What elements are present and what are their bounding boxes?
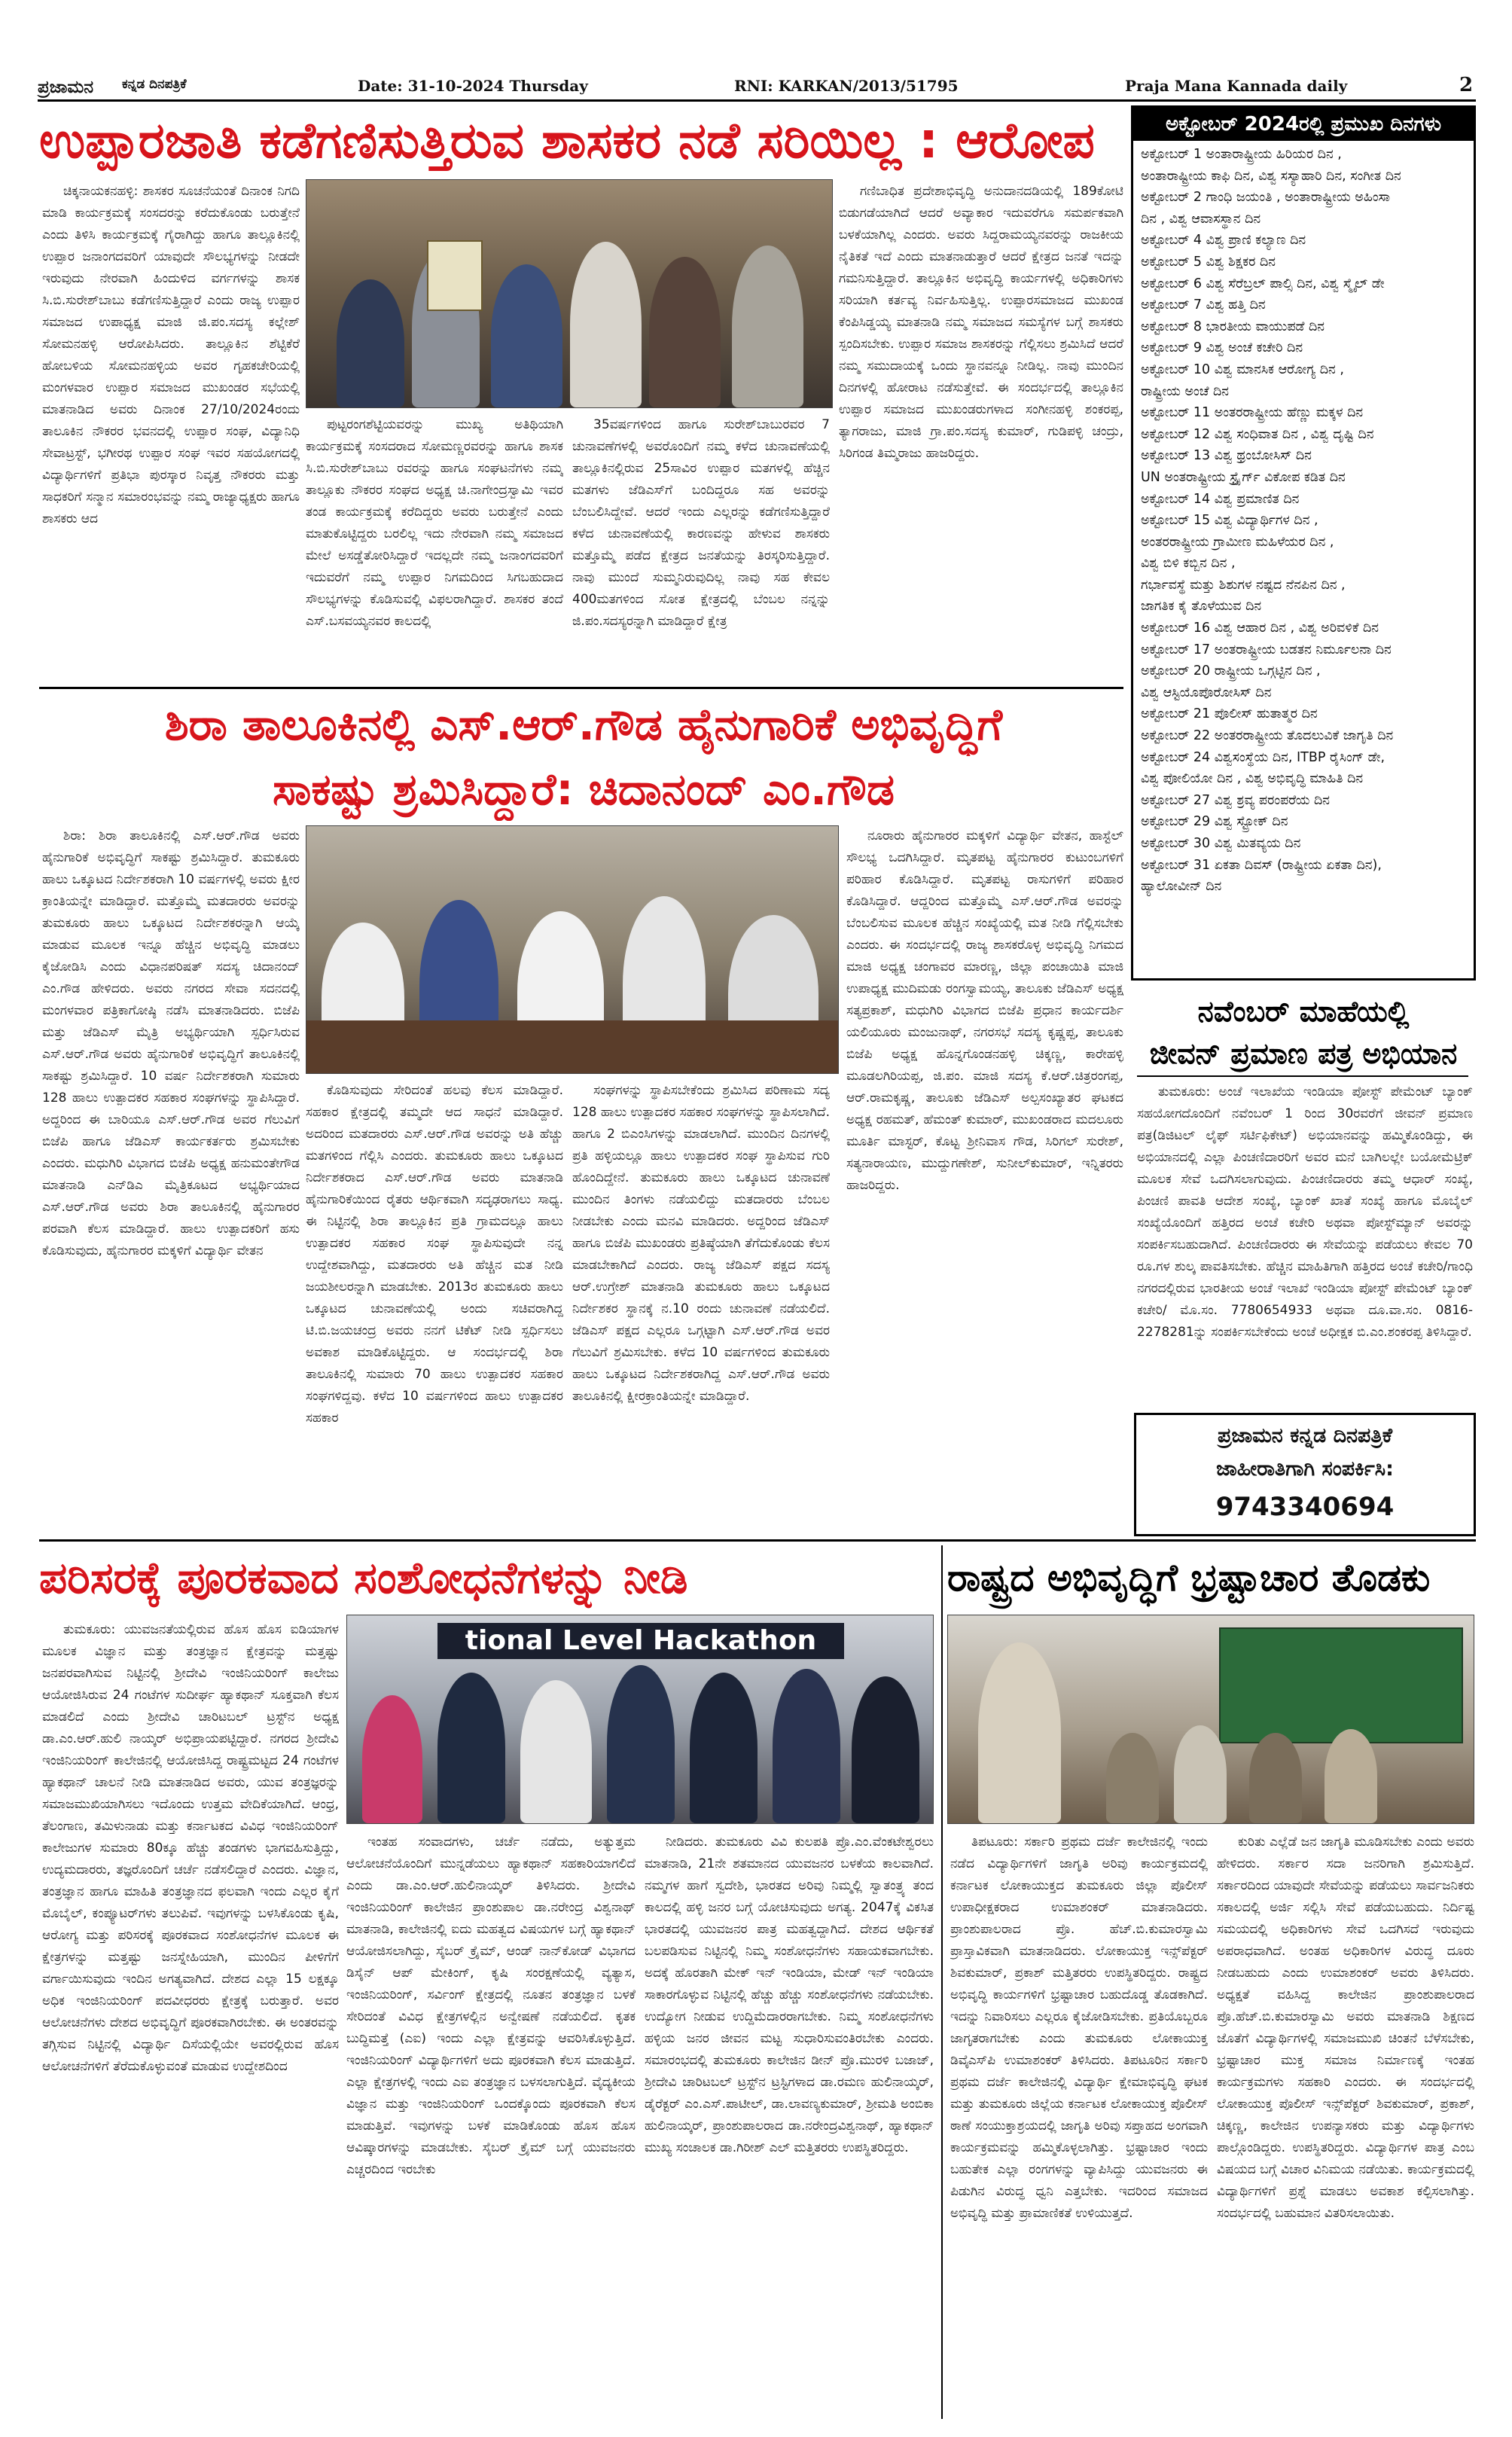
important-day-item: ಅಕ್ಟೋಬರ್ 14 ವಿಶ್ವ ಪ್ರಮಾಣಿತ ದಿನ [1141,491,1300,507]
divider [39,687,1123,689]
important-day-item: ಜಾಗತಿಕ ಕೈ ತೊಳೆಯುವ ದಿನ [1141,599,1262,615]
article2-column-1 [42,825,300,1503]
masthead-rule [38,99,1476,102]
issue-date: Date: 31-10-2024 Thursday [358,77,588,95]
award-certificate [427,240,483,311]
important-day-item: ಅಕ್ಟೋಬರ್ 6 ವಿಶ್ವ ಸೆರೆಬ್ರಲ್ ಪಾಲ್ಸಿ ದಿನ, ವಿಶ್ವ ಸ್ಮೈಲ್ ಡೇ [1141,276,1385,291]
article3-photo [346,1615,934,1824]
article1-headline: ಉಪ್ಪಾರಜಾತಿ ಕಡೆಗಣಿಸುತ್ತಿರುವ ಶಾಸಕರ ನಡೆ ಸರಿಯಿಲ್ಲ : ಆರೋಪ [39,111,1095,169]
important-day-item: ವಿಶ್ವ ಪೋಲಿಯೋ ದಿನ , ವಿಶ್ವ ಅಭಿವೃದ್ಧಿ ಮಾಹಿತಿ ದಿನ [1141,771,1364,787]
important-day-item: ಅಂತಾರಾಷ್ಟ್ರೀಯ ಕಾಫಿ ದಿನ, ವಿಶ್ವ ಸಸ್ಯಾಹಾರಿ ದಿನ, ಸಂಗೀತ ದಿನ [1141,168,1401,184]
article1-photo [306,179,833,408]
important-day-item: ಅಕ್ಟೋಬರ್ 4 ವಿಶ್ವ ಪ್ರಾಣಿ ಕಲ್ಯಾಣ ದಿನ [1141,233,1306,249]
article3-column-1 [42,1619,339,2417]
article1-text-3: 35ವರ್ಷಗಳಿಂದ ಹಾಗೂ ಸುರೇಶ್‌ಬಾಬುರವರ 7 ಚುನಾವಣೆಗಳಲ್ಲಿ ಅವರೊಂದಿಗೆ ನಮ್ಮ ಕಳೆದ ಚುನಾವಣೆಯಲ್ಲಿ ತಾಲ್ಲೂಕಿನಲ್ಲಿರುವ 25ಸಾವಿರ ಉಪ್ಪಾರ ಮತಗಳಲ್ಲಿ ಹೆಚ್ಚಿನ ಮತಗಳು ಜೆಡಿಎಸ್‌ಗೆ ಬಂದಿದ್ದರೂ ಸಹ ಅವರನ್ನು ಬೆಂಬಲಿಸಿದ್ದೇವೆ. ಆದರೆ ಇಂದು ಎಲ್ಲರನ್ನು ಕಡೆಗಣಿಸುತ್ತಿದ್ದಾರೆ ಕಳೆದ ಚುನಾವಣೆಯಲ್ಲಿ ಕಾರಣವನ್ನು ಹೇಳುವ ಶಾಸಕರು ಮತ್ತೊಮ್ಮೆ ಪಡೆದ ಕ್ಷೇತ್ರದ ಜನತೆಯನ್ನು ತಿರಸ್ಕರಿಸುತ್ತಿದ್ದಾರೆ. ನಾವು ಮುಂದೆ ಸುಮ್ಮನಿರುವುದಿಲ್ಲ ನಾವು ಸಹ ಕೇವಲ 400ಮತಗಳಿಂದ ಸೋತ ಕ್ಷೇತ್ರದಲ್ಲಿ ಬೆಂಬಲ ನನ್ನನ್ನು ಜಿ.ಪಂ.ಸದಸ್ಯರನ್ನಾಗಿ ಮಾಡಿದ್ದಾರೆ ಕ್ಷೇತ್ರ [572,417,830,629]
article4-headline: ರಾಷ್ಟ್ರದ ಅಭಿವೃದ್ಧಿಗೆ ಭ್ರಷ್ಟಾಚಾರ ತೊಡಕು [947,1556,1431,1600]
important-day-item: ಅಕ್ಟೋಬರ್ 11 ಅಂತರರಾಷ್ಟ್ರೀಯ ಹೆಣ್ಣು ಮಕ್ಕಳ ದಿನ [1141,405,1364,421]
article2-column-2 [306,1080,563,1503]
article1-text-4: ಗಣಿಬಾಧಿತ ಪ್ರದೇಶಾಭಿವೃದ್ಧಿ ಅನುದಾನದಡಿಯಲ್ಲಿ 189ಕೋಟಿ ಬಿಡುಗಡೆಯಾಗಿದೆ ಆದರೆ ಅವ್ಯಾಕಾರ ಇದುವರೆಗೂ ಸಮರ್ಪಕವಾಗಿ ಬಳಕೆಯಾಗಿಲ್ಲ ಎಂದರು. ಅವರು ಸಿದ್ದರಾಮಯ್ಯನವರನ್ನು ರಾಜಕೀಯ ನೈತಿಕತೆ ಇದೆ ಎಂದು ಮಾತನಾಡುತ್ತಾರೆ ಆದರೆ ಕ್ಷೇತ್ರದ ಜನತೆ ಇದನ್ನು ಗಮನಿಸುತ್ತಿದ್ದಾರೆ. ತಾಲ್ಲೂಕಿನ ಅಭಿವೃದ್ಧಿ ಕಾರ್ಯಗಳಲ್ಲಿ ಅಧಿಕಾರಿಗಳು ಸರಿಯಾಗಿ ಕರ್ತವ್ಯ ನಿರ್ವಹಿಸುತ್ತಿಲ್ಲ. ಉಪ್ಪಾರಸಮಾಜದ ಮುಖಂಡ ಕೆಂಪಿಸಿಡ್ಡಯ್ಯ ಮಾತನಾಡಿ ನಮ್ಮ ಸಮಾಜದ ಸಮಸ್ಯೆಗಳ ಬಗ್ಗೆ ಶಾಸಕರು ಸ್ಪಂದಿಸಬೇಕು. ಉಪ್ಪಾರ ಸಮಾಜ ಶಾಸಕರನ್ನು ಗೆಲ್ಲಿಸಲು ಶ್ರಮಿಸಿದೆ ಆದರೆ ನಮ್ಮ ಸಮುದಾಯಕ್ಕೆ ಒಂದು ಸ್ಥಾನವನ್ನೂ ನೀಡಿಲ್ಲ. ನಾವು ಮುಂದಿನ ದಿನಗಳಲ್ಲಿ ಹೋರಾಟ ನಡೆಸುತ್ತೇವೆ. ಈ ಸಂದರ್ಭದಲ್ಲಿ ತಾಲ್ಲೂಕಿನ ಉಪ್ಪಾರ ಸಮಾಜದ ಮುಖಂಡರುಗಳಾದ ಸಂಗೀನಹಳ್ಳಿ ಶಂಕರಪ್ಪ, ತ್ಯಾಗರಾಜು, ಮಾಜಿ ಗ್ರಾ.ಪಂ.ಸದಸ್ಯ ಕುಮಾರ್, ಗುಡಿಪಳ್ಳಿ ಚಂದ್ರು, ಸಿರಿಗಂಡ ತಿಮ್ಮರಾಜು ಹಾಜರಿದ್ದರು. [839,184,1123,461]
event-banner [1219,1627,1463,1743]
article1-column-4 [839,181,1123,684]
important-day-item: ದಿನ , ವಿಶ್ವ ಆವಾಸಸ್ಥಾನ ದಿನ [1141,211,1261,227]
article3-column-3 [645,1832,934,2417]
important-day-item: ಅಕ್ಟೋಬರ್ 16 ವಿಶ್ವ ಆಹಾರ ದಿನ , ವಿಶ್ವ ಅರಿವಳಿಕೆ ದಿನ [1141,621,1379,636]
article2-text-2: ಕೊಡಿಸುವುದು ಸೇರಿದಂತೆ ಹಲವು ಕೆಲಸ ಮಾಡಿದ್ದಾರೆ. ಸಹಕಾರ ಕ್ಷೇತ್ರದಲ್ಲಿ ತಮ್ಮದೇ ಆದ ಸಾಧನೆ ಮಾಡಿದ್ದಾರೆ. ಅದರಿಂದ ಮತದಾರರು ಎಸ್.ಆರ್.ಗೌಡ ಅವರನ್ನು ಅತಿ ಹೆಚ್ಚು ಮತಗಳಿಂದ ಗೆಲ್ಲಿಸಿ ಎಂದರು. ತುಮಕೂರು ಹಾಲು ಒಕ್ಕೂಟದ ನಿರ್ದೇಶಕರಾದ ಎಸ್.ಆರ್.ಗೌಡ ಅವರು ಮಾತನಾಡಿ ಹೈನುಗಾರಿಕೆಯಿಂದ ರೈತರು ಆರ್ಥಿಕವಾಗಿ ಸದೃಢರಾಗಲು ಸಾಧ್ಯ. ಈ ನಿಟ್ಟಿನಲ್ಲಿ ಶಿರಾ ತಾಲ್ಲೂಕಿನ ಪ್ರತಿ ಗ್ರಾಮದಲ್ಲೂ ಹಾಲು ಉತ್ಪಾದಕರ ಸಹಕಾರ ಸಂಘ ಸ್ಥಾಪಿಸುವುದೇ ನನ್ನ ಉದ್ದೇಶವಾಗಿದ್ದು, ಮತದಾರರು ಅತಿ ಹೆಚ್ಚಿನ ಮತ ನೀಡಿ ಜಯಶೀಲರನ್ನಾಗಿ ಮಾಡಬೇಕು. 2013ರ ತುಮಕೂರು ಹಾಲು ಒಕ್ಕೂಟದ ಚುನಾವಣೆಯಲ್ಲಿ ಅಂದು ಸಚಿವರಾಗಿದ್ದ ಟಿ.ಬಿ.ಜಯಚಂದ್ರ ಅವರು ನನಗೆ ಟಿಕೆಟ್ ನೀಡಿ ಸ್ಪರ್ಧಿಸಲು ಅವಕಾಶ ಮಾಡಿಕೊಟ್ಟಿದ್ದರು. ಆ ಸಂದರ್ಭದಲ್ಲಿ ಶಿರಾ ತಾಲೂಕಿನಲ್ಲಿ ಸುಮಾರು 70 ಹಾಲು ಉತ್ಪಾದಕರ ಸಹಕಾರ ಸಂಘಗಳಿದ್ದವು. ಕಳೆದ 10 ವರ್ಷಗಳಿಂದ ಹಾಲು ಉತ್ಪಾದಕರ ಸಹಕಾರ [306,1083,563,1426]
important-day-item: UN ಅಂತರಾಷ್ಟ್ರೀಯ ಸ್ಟ್ರೈರ್ಗ್ ವಿಕೋಪ ಕಡಿತ ದಿನ [1141,469,1346,485]
advertisement-box [1134,1413,1476,1536]
article3-text-3: ನೀಡಿದರು. ತುಮಕೂರು ವಿವಿ ಕುಲಪತಿ ಪ್ರೊ.ಎಂ.ವೆಂಕಟೇಶ್ವರಲು ಮಾತನಾಡಿ, 21ನೇ ಶತಮಾನದ ಯುವಜನರ ಬಳಕೆಯ ಕಾಲವಾಗಿದೆ. ನಮ್ಮಗಳ ಹಾಗೆ ಸ್ವದೇಶಿ, ಭಾರತದ ಅರಿವು ನಿಮ್ಮಲ್ಲಿ ಸ್ವಾತಂತ್ರ್ಯ ತಂದ ಕಾಲದಲ್ಲಿ ಹಳ್ಳಿ ಜನರ ಬಗ್ಗೆ ಯೋಚಿಸುವುದು ಅಗತ್ಯ. 2047ಕ್ಕೆ ವಿಕಸಿತ ಭಾರತದಲ್ಲಿ ಯುವಜನರ ಪಾತ್ರ ಮಹತ್ವದ್ದಾಗಿದೆ. ದೇಶದ ಆರ್ಥಿಕತೆ ಬಲಪಡಿಸುವ ನಿಟ್ಟಿನಲ್ಲಿ ನಿಮ್ಮ ಸಂಶೋಧನೆಗಳು ಸಹಾಯಕವಾಗಬೇಕು. ಅದಕ್ಕೆ ಹೊರತಾಗಿ ಮೇಕ್ ಇನ್ ಇಂಡಿಯಾ, ಮೇಡ್ ಇನ್ ಇಂಡಿಯಾ ಸಾಕಾರಗೊಳ್ಳುವ ನಿಟ್ಟಿನಲ್ಲಿ ಹೆಚ್ಚು ಹೆಚ್ಚು ಸಂಶೋಧನೆಗಳು ನಡೆಯಬೇಕು. ಉದ್ಯೋಗ ನೀಡುವ ಉದ್ದಿಮೆದಾರರಾಗಬೇಕು. ನಿಮ್ಮ ಸಂಶೋಧನೆಗಳು ಹಳ್ಳಿಯ ಜನರ ಜೀವನ ಮಟ್ಟ ಸುಧಾರಿಸುವಂತಿರಬೇಕು ಎಂದರು. ಸಮಾರಂಭದಲ್ಲಿ ತುಮಕೂರು ಕಾಲೇಜಿನ ಡೀನ್ ಪ್ರೊ.ಮುರಳಿ ಬಜಾಜ್, ಶ್ರೀದೇವಿ ಚಾರಿಟಬಲ್ ಟ್ರಸ್ಟ್‌ನ ಟ್ರಸ್ಟಿಗಳಾದ ಡಾ.ರಮಣ ಹುಲಿನಾಯ್ಕರ್, ಡೈರೆಕ್ಟರ್ ಎಂ.ಎಸ್.ಪಾಟೀಲ್, ಡಾ.ಲಾವಣ್ಯಕುಮಾರ್, ಶ್ರೀಮತಿ ಅಂಬಿಕಾ ಹುಲಿನಾಯ್ಕರ್, ಪ್ರಾಂಶುಪಾಲರಾದ ಡಾ.ನರೇಂದ್ರವಿಶ್ವನಾಥ್, ಹ್ಯಾಕಥಾನ್ ಮುಖ್ಯ ಸಂಚಾಲಕ ಡಾ.ಗಿರೀಶ್ ಎಲ್ ಮತ್ತಿತರರು ಉಪಸ್ಥಿತರಿದ್ದರು. [645,1835,934,2155]
important-day-item: ಅಕ್ಟೋಬರ್ 24 ವಿಶ್ವಸಂಸ್ಥೆಯ ದಿನ, ITBP ರೈಸಿಂಗ್ ಡೇ, [1141,749,1385,765]
article4-text-2: ಕುರಿತು ಎಲ್ಲೆಡೆ ಜನ ಜಾಗೃತಿ ಮೂಡಿಸಬೇಕು ಎಂದು ಅವರು ಹೇಳಿದರು. ಸರ್ಕಾರ ಸದಾ ಜನರಿಗಾಗಿ ಶ್ರಮಿಸುತ್ತಿದೆ. ಸರ್ಕಾರದಿಂದ ಯಾವುದೇ ಸೇವೆಯನ್ನು ಪಡೆಯಲು ಸಾರ್ವಜನಿಕರು ಸಕಾಲದಲ್ಲಿ ಅರ್ಜಿ ಸಲ್ಲಿಸಿ ಸೇವೆ ಪಡೆಯಬಹುದು. ನಿರ್ದಿಷ್ಟ ಸಮಯದಲ್ಲಿ ಅಧಿಕಾರಿಗಳು ಸೇವೆ ಒದಗಿಸದೆ ಇರುವುದು ಅಪರಾಧವಾಗಿದೆ. ಅಂತಹ ಅಧಿಕಾರಿಗಳ ವಿರುದ್ಧ ದೂರು ನೀಡಬಹುದು ಎಂದು ಉಮಾಶಂಕರ್ ಅವರು ತಿಳಿಸಿದರು. ಅಧ್ಯಕ್ಷತೆ ವಹಿಸಿದ್ದ ಕಾಲೇಜಿನ ಪ್ರಾಂಶುಪಾಲರಾದ ಪ್ರೊ.ಹೆಚ್.ಬಿ.ಕುಮಾರಸ್ವಾಮಿ ಅವರು ಮಾತನಾಡಿ ಶಿಕ್ಷಣದ ಜೊತೆಗೆ ವಿದ್ಯಾರ್ಥಿಗಳಲ್ಲಿ ಸಮಾಜಮುಖಿ ಚಿಂತನೆ ಬೆಳೆಸಬೇಕು, ಭ್ರಷ್ಟಾಚಾರ ಮುಕ್ತ ಸಮಾಜ ನಿರ್ಮಾಣಕ್ಕೆ ಇಂತಹ ಕಾರ್ಯಕ್ರಮಗಳು ಸಹಕಾರಿ ಎಂದರು. ಈ ಸಂದರ್ಭದಲ್ಲಿ ಲೋಕಾಯುಕ್ತ ಪೊಲೀಸ್ ಇನ್ಸ್‌ಪೆಕ್ಟರ್ ಶಿವಕುಮಾರ್, ಪ್ರಕಾಶ್, ಚಿಕ್ಕಣ್ಣ, ಕಾಲೇಜಿನ ಉಪನ್ಯಾಸಕರು ಮತ್ತು ವಿದ್ಯಾರ್ಥಿಗಳು ಪಾಲ್ಗೊಂಡಿದ್ದರು. ಉಪಸ್ಥಿತರಿದ್ದರು. ವಿದ್ಯಾರ್ಥಿಗಳ ಪಾತ್ರ ಎಂಬ ವಿಷಯದ ಬಗ್ಗೆ ವಿಚಾರ ವಿನಿಮಯ ನಡೆಯಿತು. ಕಾರ್ಯಕ್ರಮದಲ್ಲಿ ವಿದ್ಯಾರ್ಥಿಗಳಿಗೆ ಪ್ರಶ್ನೆ ಮಾಡಲು ಅವಕಾಶ ಕಲ್ಪಿಸಲಾಗಿತ್ತು. ಸಂದರ್ಭದಲ್ಲಿ ಬಹುಮಾನ ವಿತರಿಸಲಾಯಿತು. [1217,1835,1474,2221]
article2-headline-line2: ಸಾಕಷ್ಟು ಶ್ರಮಿಸಿದ್ದಾರೆ: ಚಿದಾನಂದ್ ಎಂ.ಗೌಡ [273,764,895,815]
important-day-item: ಅಕ್ಟೋಬರ್ 17 ಅಂತರಾಷ್ಟ್ರೀಯ ಬಡತನ ನಿರ್ಮೂಲನಾ ದಿನ [1141,642,1392,657]
article5-headline-line1: ನವೆಂಬರ್ ಮಾಹೆಯಲ್ಲಿ [1197,995,1410,1028]
article2-column-4 [846,825,1123,1503]
masthead-logo: ಪ್ರಜಾಮನ [38,77,93,97]
rni-number: RNI: KARKAN/2013/51795 [734,77,959,95]
important-day-item: ಅಕ್ಟೋಬರ್ 9 ವಿಶ್ವ ಅಂಚೆ ಕಚೇರಿ ದಿನ [1141,340,1303,356]
article1-column-2 [306,414,563,684]
article5-headline-line2: ಜೀವನ್ ಪ್ರಮಾಣ ಪತ್ರ ಅಭಿಯಾನ [1149,1037,1458,1070]
important-days-list [1133,141,1474,901]
important-days-title: ಅಕ್ಟೋಬರ್ 2024ರಲ್ಲಿ ಪ್ರಮುಖ ದಿನಗಳು [1133,108,1474,141]
article1-text-1: ಚಿಕ್ಕನಾಯಕನಹಳ್ಳಿ: ಶಾಸಕರ ಸೂಚನೆಯಂತೆ ದಿನಾಂಕ ನಿಗದಿ ಮಾಡಿ ಕಾರ್ಯಕ್ರಮಕ್ಕೆ ಸಂಸದರನ್ನು ಕರೆದುಕೊಂಡು ಬರುತ್ತೇನೆ ಎಂದು ತಿಳಿಸಿ ಕಾರ್ಯಕ್ರಮಕ್ಕೆ ಗೈರಾಗಿದ್ದು ಹಾಗೂ ತಾಲ್ಲೂಕಿನಲ್ಲಿ ಉಪ್ಪಾರ ಜನಾಂಗದವರಿಗೆ ಯಾವುದೇ ಸೌಲಭ್ಯಗಳನ್ನು ನೀಡದೇ ಇರುವುದು ನೇರವಾಗಿ ಹಿಂದುಳಿದ ವರ್ಗಗಳನ್ನು ಶಾಸಕ ಸಿ.ಬಿ.ಸುರೇಶ್‌ಬಾಬು ಕಡೆಗಣಿಸುತ್ತಿದ್ದಾರೆ ಎಂದು ರಾಜ್ಯ ಉಪ್ಪಾರ ಸಮಾಜದ ಉಪಾಧ್ಯಕ್ಷ ಮಾಜಿ ಜಿ.ಪಂ.ಸದಸ್ಯ ಕಲ್ಲೇಶ್ ಸೋಮನಹಳ್ಳಿ ಆರೋಪಿಸಿದರು. ತಾಲ್ಲೂಕಿನ ಶೆಟ್ಟಿಕೆರೆ ಹೋಬಳಿಯ ಸೋಮನಹಳ್ಳಿಯ ಅವರ ಗೃಹಕಚೇರಿಯಲ್ಲಿ ಮಂಗಳವಾರ ಉಪ್ಪಾರ ಸಮಾಜದ ಮುಖಂಡರ ಸಭೆಯಲ್ಲಿ ಮಾತನಾಡಿದ ಅವರು ದಿನಾಂಕ 27/10/2024ರಂದು ತಾಲೂಕಿನ ನೌಕರರ ಭವನದಲ್ಲಿ ಉಪ್ಪಾರ ಸಂಘ, ವಿದ್ಯಾನಿಧಿ ಸೇವಾಟ್ರಸ್ಟ್, ಭಗೀರಥ ಉಪ್ಪಾರ ಸಂಘ ಇವರ ಸಹಯೋಗದಲ್ಲಿ ವಿದ್ಯಾರ್ಥಿಗಳಿಗೆ ಪ್ರತಿಭಾ ಪುರಸ್ಕಾರ ನಿವೃತ್ತ ನೌಕರರು ಮತ್ತು ಸಾಧಕರಿಗೆ ಸನ್ಮಾನ ಸಮಾರಂಭವನ್ನು ನಮ್ಮ ರಾಜ್ಯಾಧ್ಯಕ್ಷರು ಹಾಗೂ ಶಾಸಕರು ಆದ [42,184,300,526]
important-day-item: ಅಕ್ಟೋಬರ್ 15 ವಿಶ್ವ ವಿದ್ಯಾರ್ಥಿಗಳ ದಿನ , [1141,513,1318,529]
masthead-tagline: ಕನ್ನಡ ದಿನಪತ್ರಿಕೆ [122,77,187,92]
important-day-item: ವಿಶ್ವ ಬಿಳಿ ಕಬ್ಬಿನ ದಿನ , [1141,556,1236,572]
important-day-item: ವಿಶ್ವ ಆಸ್ಟಿಯೊಪೊರೋಸಿಸ್ ದಿನ [1141,685,1272,700]
important-day-item: ಅಕ್ಟೋಬರ್ 13 ವಿಶ್ವ ಥ್ರಂಬೋಸಿಸ್ ದಿನ [1141,448,1312,464]
article4-column-2 [1217,1832,1474,2417]
important-day-item: ಅಂತರರಾಷ್ಟ್ರೀಯ ಗ್ರಾಮೀಣ ಮಹಿಳೆಯರ ದಿನ , [1141,534,1334,550]
important-day-item: ಅಕ್ಟೋಬರ್ 2 ಗಾಂಧಿ ಜಯಂತಿ , ಅಂತಾರಾಷ್ಟ್ರೀಯ ಅಹಿಂಸಾ [1141,190,1391,206]
article1-text-2: ಪುಟ್ಟರಂಗಶೆಟ್ಟಿಯವರನ್ನು ಮುಖ್ಯ ಅತಿಥಿಯಾಗಿ ಕಾರ್ಯಕ್ರಮಕ್ಕೆ ಸಂಸದರಾದ ಸೋಮಣ್ಣರವರನ್ನು ಹಾಗೂ ಶಾಸಕ ಸಿ.ಬಿ.ಸುರೇಶ್‌ಬಾಬು ರವರನ್ನು ಹಾಗೂ ಸಂಘಟನೆಗಳು ನಮ್ಮ ತಾಲ್ಲೂಕು ನೌಕರರ ಸಂಘದ ಅಧ್ಯಕ್ಷ ಚಿ.ನಾಗೇಂದ್ರಸ್ವಾಮಿ ಇವರ ತಂಡ ಕಾರ್ಯಕ್ರಮಕ್ಕೆ ಕರೆದಿದ್ದರು ಅವರು ಬರುತ್ತೇನೆ ಎಂದು ಮಾತುಕೊಟ್ಟಿದ್ದರು ಬರಲಿಲ್ಲ ಇದು ನೇರವಾಗಿ ನಮ್ಮ ಸಮಾಜದ ಮೇಲೆ ಅಸಡ್ಡೆತೋರಿಸಿದ್ದಾರೆ ಇದಲ್ಲದೇ ನಮ್ಮ ಜನಾಂಗದವರಿಗೆ ಇದುವರೆಗೆ ನಮ್ಮ ಉಪ್ಪಾರ ನಿಗಮದಿಂದ ಸಿಗಬಹುದಾದ ಸೌಲಭ್ಯಗಳನ್ನು ಕೊಡಿಸುವಲ್ಲಿ ವಿಫಲರಾಗಿದ್ದಾರೆ. ಶಾಸಕರ ತಂದೆ ಎಸ್.ಬಸವಯ್ಯನವರ ಕಾಲದಲ್ಲಿ [306,417,563,629]
article1-column-1 [42,181,300,684]
ad-paper-name: ಪ್ರಜಾಮನ ಕನ್ನಡ ದಿನಪತ್ರಿಕೆ [1217,1424,1393,1447]
important-day-item: ಅಕ್ಟೋಬರ್ 31 ಏಕತಾ ದಿವಸ್ (ರಾಷ್ಟ್ರೀಯ ಏಕತಾ ದಿನ), [1141,857,1382,873]
article4-column-1 [950,1832,1208,2417]
masthead [38,74,1476,99]
important-day-item: ರಾಷ್ಟ್ರೀಯ ಅಂಚೆ ದಿನ [1141,383,1230,399]
article2-photo [306,825,839,1074]
divider [39,1539,1476,1542]
important-day-item: ಅಕ್ಟೋಬರ್ 5 ವಿಶ್ವ ಶಿಕ್ಷಕರ ದಿನ [1141,254,1276,270]
paper-name: Praja Mana Kannada daily [1125,77,1348,95]
important-day-item: ಅಕ್ಟೋಬರ್ 22 ಅಂತರರಾಷ್ಟ್ರೀಯ ತೊದಲುವಿಕೆ ಜಾಗೃತಿ ದಿನ [1141,728,1394,744]
divider [1137,1075,1468,1077]
ad-contact-label: ಜಾಹೀರಾತಿಗಾಗಿ ಸಂಪರ್ಕಿಸಿ: [1216,1457,1394,1481]
article2-text-3: ಸಂಘಗಳನ್ನು ಸ್ಥಾಪಿಸಬೇಕೆಂದು ಶ್ರಮಿಸಿದ ಪರಿಣಾಮ ಸದ್ಯ 128 ಹಾಲು ಉತ್ಪಾದಕರ ಸಹಕಾರ ಸಂಘಗಳನ್ನು ಸ್ಥಾಪಿಸಲಾಗಿದೆ. ಹಾಗೂ 2 ಬಿಎಂಸಿಗಳನ್ನು ಮಾಡಲಾಗಿದೆ. ಮುಂದಿನ ದಿನಗಳಲ್ಲಿ ಪ್ರತಿ ಹಳ್ಳಿಯಲ್ಲೂ ಹಾಲು ಉತ್ಪಾದಕರ ಸಂಘ ಸ್ಥಾಪಿಸುವ ಗುರಿ ಹೊಂದಿದ್ದೇನೆ. ತುಮಕೂರು ಹಾಲು ಒಕ್ಕೂಟದ ಚುನಾವಣೆ ಮುಂದಿನ ತಿಂಗಳು ನಡೆಯಲಿದ್ದು ಮತದಾರರು ಬೆಂಬಲ ನೀಡಬೇಕು ಎಂದು ಮನವಿ ಮಾಡಿದರು. ಅದ್ದರಿಂದ ಜೆಡಿಎಸ್ ಹಾಗೂ ಬಿಜೆಪಿ ಮುಖಂಡರು ಪ್ರತಿಷ್ಠೆಯಾಗಿ ತೆಗೆದುಕೊಂಡು ಕೆಲಸ ಮಾಡಬೇಕಾಗಿದೆ ಎಂದರು. ರಾಜ್ಯ ಜೆಡಿಎಸ್ ಪಕ್ಷದ ಸದಸ್ಯ ಆರ್.ಉಗ್ರೇಶ್ ಮಾತನಾಡಿ ತುಮಕೂರು ಹಾಲು ಒಕ್ಕೂಟದ ನಿರ್ದೇಶಕರ ಸ್ಥಾನಕ್ಕೆ ನ.10 ರಂದು ಚುನಾವಣೆ ನಡೆಯಲಿದೆ. ಜೆಡಿಎಸ್ ಪಕ್ಷದ ಎಲ್ಲರೂ ಒಗ್ಗಟ್ಟಾಗಿ ಎಸ್.ಆರ್.ಗೌಡ ಅವರ ಗೆಲುವಿಗೆ ಶ್ರಮಿಸಬೇಕು. ಕಳೆದ 10 ವರ್ಷಗಳಿಂದ ತುಮಕೂರು ಹಾಲು ಒಕ್ಕೂಟದ ನಿರ್ದೇಶಕರಾಗಿದ್ದ ಎಸ್.ಆರ್.ಗೌಡ ಅವರು ತಾಲೂಕಿನಲ್ಲಿ ಕ್ಷೀರಕ್ರಾಂತಿಯನ್ನೇ ಮಾಡಿದ್ದಾರೆ. [572,1083,830,1404]
article2-column-3 [572,1080,830,1503]
page-number: 2 [1459,74,1474,96]
column-divider [941,1545,943,2419]
important-day-item: ಹ್ಯಾಲೋವೀನ್ ದಿನ [1141,879,1222,895]
important-days-box [1131,105,1476,981]
article4-photo [947,1615,1474,1824]
important-day-item: ಅಕ್ಟೋಬರ್ 20 ರಾಷ್ಟ್ರೀಯ ಒಗ್ಗಟ್ಟಿನ ದಿನ , [1141,663,1321,679]
important-day-item: ಅಕ್ಟೋಬರ್ 10 ವಿಶ್ವ ಮಾನಸಿಕ ಆರೋಗ್ಯ ದಿನ , [1141,361,1344,377]
ad-phone-number: 9743340694 [1215,1492,1395,1522]
important-day-item: ಅಕ್ಟೋಬರ್ 27 ವಿಶ್ವ ಶ್ರವ್ಯ ಪರಂಪರೆಯ ದಿನ [1141,792,1331,808]
article2-text-1: ಶಿರಾ: ಶಿರಾ ತಾಲೂಕಿನಲ್ಲಿ ಎಸ್.ಆರ್.ಗೌಡ ಅವರು ಹೈನುಗಾರಿಕೆ ಅಭಿವೃದ್ಧಿಗೆ ಸಾಕಷ್ಟು ಶ್ರಮಿಸಿದ್ದಾರೆ. ತುಮಕೂರು ಹಾಲು ಒಕ್ಕೂಟದ ನಿರ್ದೇಶಕರಾಗಿ 10 ವರ್ಷಗಳಲ್ಲಿ ಅವರು ಕ್ಷೀರ ಕ್ರಾಂತಿಯನ್ನೇ ಮಾಡಿದ್ದಾರೆ. ಮತ್ತೊಮ್ಮೆ ಮತದಾರರು ಅವರನ್ನು ತುಮಕೂರು ಹಾಲು ಒಕ್ಕೂಟದ ನಿರ್ದೇಶಕರನ್ನಾಗಿ ಆಯ್ಕೆ ಮಾಡುವ ಮೂಲಕ ಇನ್ನೂ ಹೆಚ್ಚಿನ ಅಭಿವೃದ್ಧಿ ಮಾಡಲು ಕೈಜೋಡಿಸಿ ಎಂದು ವಿಧಾನಪರಿಷತ್ ಸದಸ್ಯ ಚಿದಾನಂದ್ ಎಂ.ಗೌಡ ಹೇಳಿದರು. ಅವರು ನಗರದ ಸೇವಾ ಸದನದಲ್ಲಿ ಮಂಗಳವಾರ ಪತ್ರಿಕಾಗೋಷ್ಠಿ ನಡೆಸಿ ಮಾತನಾಡಿದರು. ಬಿಜೆಪಿ ಮತ್ತು ಜೆಡಿಎಸ್ ಮೈತ್ರಿ ಅಭ್ಯರ್ಥಿಯಾಗಿ ಸ್ಪರ್ಧಿಸಿರುವ ಎಸ್.ಆರ್.ಗೌಡ ಅವರು ಹೈನುಗಾರಿಕೆ ಅಭಿವೃದ್ಧಿಗೆ ತಾಲೂಕಿನಲ್ಲಿ ಸಾಕಷ್ಟು ಶ್ರಮಿಸಿದ್ದಾರೆ. 10 ವರ್ಷ ನಿರ್ದೇಶಕರಾಗಿ ಸುಮಾರು 128 ಹಾಲು ಉತ್ಪಾದಕರ ಸಹಕಾರ ಸಂಘಗಳನ್ನು ಸ್ಥಾಪಿಸಿದ್ದಾರೆ. ಅದ್ದರಿಂದ ಈ ಬಾರಿಯೂ ಎಸ್.ಆರ್.ಗೌಡ ಅವರ ಗೆಲುವಿಗೆ ಬಿಜೆಪಿ ಹಾಗೂ ಜೆಡಿಎಸ್ ಕಾರ್ಯಕರ್ತರು ಶ್ರಮಿಸಬೇಕು ಎಂದರು. ಮಧುಗಿರಿ ವಿಭಾಗದ ಬಿಜೆಪಿ ಅಧ್ಯಕ್ಷ ಹನುಮಂತೇಗೌಡ ಮಾತನಾಡಿ ಎನ್‌ಡಿಎ ಮೈತ್ರಿಕೂಟದ ಅಭ್ಯರ್ಥಿಯಾದ ಎಸ್.ಆರ್.ಗೌಡ ಅವರು ಶಿರಾ ತಾಲೂಕಿನಲ್ಲಿ ಹೈನುಗಾರರ ಪರವಾಗಿ ಕೆಲಸ ಮಾಡಿದ್ದಾರೆ. ಹಾಲು ಉತ್ಪಾದಕರಿಗೆ ಹಸು ಕೊಡಿಸುವುದು, ಹೈನುಗಾರರ ಮಕ್ಕಳಿಗೆ ವಿದ್ಯಾರ್ಥಿ ವೇತನ [42,828,300,1258]
article2-headline-line1: ಶಿರಾ ತಾಲೂಕಿನಲ್ಲಿ ಎಸ್.ಆರ್.ಗೌಡ ಹೈನುಗಾರಿಕೆ ಅಭಿವೃದ್ಧಿಗೆ [164,699,1003,750]
article3-headline: ಪರಿಸರಕ್ಕೆ ಪೂರಕವಾದ ಸಂಶೋಧನೆಗಳನ್ನು ನೀಡಿ [39,1552,688,1603]
important-day-item: ಅಕ್ಟೋಬರ್ 21 ಪೊಲೀಸ್ ಹುತಾತ್ಮರ ದಿನ [1141,706,1318,722]
article2-text-4: ನೂರಾರು ಹೈನುಗಾರರ ಮಕ್ಕಳಿಗೆ ವಿದ್ಯಾರ್ಥಿ ವೇತನ, ಹಾಸ್ಟೆಲ್ ಸೌಲಭ್ಯ ಒದಗಿಸಿದ್ದಾರೆ. ಮೃತಪಟ್ಟ ಹೈನುಗಾರರ ಕುಟುಂಬಗಳಿಗೆ ಪರಿಹಾರ ಕೊಡಿಸಿದ್ದಾರೆ. ಮೃತಪಟ್ಟ ರಾಸುಗಳಿಗೆ ಪರಿಹಾರ ಕೊಡಿಸಿದ್ದಾರೆ. ಆದ್ದರಿಂದ ಮತ್ತೊಮ್ಮೆ ಎಸ್.ಆರ್.ಗೌಡ ಅವರನ್ನು ಬೆಂಬಲಿಸುವ ಮೂಲಕ ಹೆಚ್ಚಿನ ಸಂಖ್ಯೆಯಲ್ಲಿ ಮತ ನೀಡಿ ಗೆಲ್ಲಿಸಬೇಕು ಎಂದರು. ಈ ಸಂದರ್ಭದಲ್ಲಿ ರಾಜ್ಯ ಶಾಸಕರೊಳ್ಳ ಅಭಿವೃದ್ಧಿ ನಿಗಮದ ಮಾಜಿ ಅಧ್ಯಕ್ಷ ಚಂಗಾವರ ಮಾರಣ್ಣ, ಜಿಲ್ಲಾ ಪಂಚಾಯಿತಿ ಮಾಜಿ ಉಪಾಧ್ಯಕ್ಷ ಮುದಿಮಡು ರಂಗಸ್ವಾಮಯ್ಯ, ತಾಲೂಕು ಜೆಡಿಎಸ್ ಅಧ್ಯಕ್ಷ ಸತ್ಯಪ್ರಕಾಶ್, ಮಧುಗಿರಿ ವಿಭಾಗದ ಬಿಜೆಪಿ ಪ್ರಧಾನ ಕಾರ್ಯದರ್ಶಿ ಯಲಿಯೂರು ಮಂಜುನಾಥ್, ನಗರಸಭೆ ಸದಸ್ಯ ಕೃಷ್ಣಪ್ಪ, ತಾಲೂಕು ಬಿಜೆಪಿ ಅಧ್ಯಕ್ಷ ಹೊನ್ನಗೊಂಡನಹಳ್ಳಿ ಚಿಕ್ಕಣ್ಣ, ಕಾರೇಹಳ್ಳಿ ಮೂಡಲಗಿರಿಯಪ್ಪ, ಜಿ.ಪಂ. ಮಾಜಿ ಸದಸ್ಯ ಕೆ.ಆರ್.ಚಿತ್ರರಂಗಪ್ಪ, ಆರ್.ರಾಮಕೃಷ್ಣ, ತಾಲೂಕು ಜೆಡಿಎಸ್ ಅಲ್ಪಸಂಖ್ಯಾತರ ಘಟಕದ ಅಧ್ಯಕ್ಷ ರಹಮತ್, ಹೆಮಂತ್ ಕುಮಾರ್, ಮುಖಂಡರಾದ ಮದಲೂರು ಮೂರ್ತಿ ಮಾಸ್ಟರ್, ಕೊಟ್ಟ ಶ್ರೀನಿವಾಸ ಗೌಡ, ಸಿರಿಗಲ್ ಸುರೇಶ್, ಸತ್ಯನಾರಾಯಣ, ಮುದ್ದುಗಣೇಶ್, ಸುನೀಲ್‌ಕುಮಾರ್, ಇನ್ನಿತರರು ಹಾಜರಿದ್ದರು. [846,828,1123,1193]
important-day-item: ಅಕ್ಟೋಬರ್ 12 ವಿಶ್ವ ಸಂಧಿವಾತ ದಿನ , ವಿಶ್ವ ದೃಷ್ಟಿ ದಿನ [1141,426,1374,442]
important-day-item: ಅಕ್ಟೋಬರ್ 7 ವಿಶ್ವ ಹತ್ತಿ ದಿನ [1141,297,1266,313]
article5-body [1137,1081,1473,1405]
important-day-item: ಅಕ್ಟೋಬರ್ 8 ಭಾರತೀಯ ವಾಯುಪಡೆ ದಿನ [1141,319,1325,334]
article4-text-1: ತಿಪಟೂರು: ಸರ್ಕಾರಿ ಪ್ರಥಮ ದರ್ಜೆ ಕಾಲೇಜಿನಲ್ಲಿ ಇಂದು ನಡೆದ ವಿದ್ಯಾರ್ಥಿಗಳಿಗೆ ಜಾಗೃತಿ ಅರಿವು ಕಾರ್ಯಕ್ರಮದಲ್ಲಿ ಕರ್ನಾಟಕ ಲೋಕಾಯುಕ್ತದ ತುಮಕೂರು ಜಿಲ್ಲಾ ಪೊಲೀಸ್ ಉಪಾಧೀಕ್ಷಕರಾದ ಉಮಾಶಂಕರ್ ಮಾತನಾಡಿದರು. ಪ್ರಾಂಶುಪಾಲರಾದ ಪ್ರೊ. ಹೆಚ್.ಬಿ.ಕುಮಾರಸ್ವಾಮಿ ಪ್ರಾಸ್ತಾವಿಕವಾಗಿ ಮಾತನಾಡಿದರು. ಲೋಕಾಯುಕ್ತ ಇನ್ಸ್‌ಪೆಕ್ಟರ್ ಶಿವಕುಮಾರ್, ಪ್ರಕಾಶ್ ಮತ್ತಿತರರು ಉಪಸ್ಥಿತರಿದ್ದರು. ರಾಷ್ಟ್ರದ ಅಭಿವೃದ್ಧಿ ಕಾರ್ಯಗಳಿಗೆ ಭ್ರಷ್ಟಾಚಾರ ಬಹುದೊಡ್ಡ ತೊಡಕಾಗಿದೆ. ಇದನ್ನು ನಿವಾರಿಸಲು ಎಲ್ಲರೂ ಕೈಜೋಡಿಸಬೇಕು. ಪ್ರತಿಯೊಬ್ಬರೂ ಜಾಗೃತರಾಗಬೇಕು ಎಂದು ತುಮಕೂರು ಲೋಕಾಯುಕ್ತ ಡಿವೈಎಸ್‌ಪಿ ಉಮಾಶಂಕರ್ ತಿಳಿಸಿದರು. ತಿಪಟೂರಿನ ಸರ್ಕಾರಿ ಪ್ರಥಮ ದರ್ಜೆ ಕಾಲೇಜಿನಲ್ಲಿ ವಿದ್ಯಾರ್ಥಿ ಕ್ಷೇಮಾಭಿವೃದ್ಧಿ ಘಟಕ ಮತ್ತು ತುಮಕೂರು ಜಿಲ್ಲೆಯ ಕರ್ನಾಟಕ ಲೋಕಾಯುಕ್ತ ಪೊಲೀಸ್ ಠಾಣೆ ಸಂಯುಕ್ತಾಶ್ರಯದಲ್ಲಿ ಜಾಗೃತಿ ಅರಿವು ಸಪ್ತಾಹದ ಅಂಗವಾಗಿ ಕಾರ್ಯಕ್ರಮವನ್ನು ಹಮ್ಮಿಕೊಳ್ಳಲಾಗಿತ್ತು. ಭ್ರಷ್ಟಾಚಾರ ಇಂದು ಬಹುತೇಕ ಎಲ್ಲಾ ರಂಗಗಳನ್ನು ವ್ಯಾಪಿಸಿದ್ದು ಯುವಜನರು ಈ ಪಿಡುಗಿನ ವಿರುದ್ಧ ಧ್ವನಿ ಎತ್ತಬೇಕು. ಇದರಿಂದ ಸಮಾಜದ ಅಭಿವೃದ್ಧಿ ಮತ್ತು ಪ್ರಾಮಾಣಿಕತೆ ಉಳಿಯುತ್ತದೆ. [950,1835,1208,2221]
article3-text-2: ಇಂತಹ ಸಂವಾದಗಳು, ಚರ್ಚೆ ನಡೆದು, ಅತ್ಯುತ್ತಮ ಆಲೋಚನೆಯೊಂದಿಗೆ ಮುನ್ನಡೆಯಲು ಹ್ಯಾಕಥಾನ್ ಸಹಕಾರಿಯಾಗಲಿದೆ ಎಂದು ಡಾ.ಎಂ.ಆರ್.ಹುಲಿನಾಯ್ಕರ್ ತಿಳಿಸಿದರು. ಶ್ರೀದೇವಿ ಇಂಜಿನಿಯರಿಂಗ್ ಕಾಲೇಜಿನ ಪ್ರಾಂಶುಪಾಲ ಡಾ.ನರೇಂದ್ರ ವಿಶ್ವನಾಥ್ ಮಾತನಾಡಿ, ಕಾಲೇಜಿನಲ್ಲಿ ಐದು ಮಹತ್ವದ ವಿಷಯಗಳ ಬಗ್ಗೆ ಹ್ಯಾಕಥಾನ್ ಆಯೋಜಿಸಲಾಗಿದ್ದು, ಸೈಬರ್ ಕ್ರೈಮ್, ಆಂಡ್ ನಾನ್‌ಕೋಡ್ ವಿಭಾಗದ ಡಿಸೈನ್ ಆಪ್ ಮೇಕಿಂಗ್, ಕೃಷಿ ಸಂರಕ್ಷಣೆಯಲ್ಲಿ ವ್ಯತ್ಯಾಸ, ಇಂಜಿನಿಯರಿಂಗ್, ಸರ್ವಿಂಗ್ ಕ್ಷೇತ್ರದಲ್ಲಿ ನೂತನ ತಂತ್ರಜ್ಞಾನ ಬಳಕೆ ಸೇರಿದಂತೆ ವಿವಿಧ ಕ್ಷೇತ್ರಗಳಲ್ಲಿನ ಅನ್ವೇಷಣೆ ನಡೆಯಲಿದೆ. ಕೃತಕ ಬುದ್ಧಿಮತ್ತೆ (ಎಐ) ಇಂದು ಎಲ್ಲಾ ಕ್ಷೇತ್ರವನ್ನು ಆವರಿಸಿಕೊಳ್ಳುತ್ತಿದೆ. ಇಂಜಿನಿಯರಿಂಗ್ ವಿದ್ಯಾರ್ಥಿಗಳಿಗೆ ಅದು ಪೂರಕವಾಗಿ ಕೆಲಸ ಮಾಡುತ್ತಿದೆ. ಎಲ್ಲಾ ಕ್ಷೇತ್ರಗಳಲ್ಲಿ ಇಂದು ಎಐ ತಂತ್ರಜ್ಞಾನ ಬಳಸಲಾಗುತ್ತಿದೆ. ವೈದ್ಯಕೀಯ ವಿಜ್ಞಾನ ಮತ್ತು ಇಂಜಿನಿಯರಿಂಗ್ ಒಂದಕ್ಕೊಂದು ಪೂರಕವಾಗಿ ಕೆಲಸ ಮಾಡುತ್ತಿವೆ. ಇವುಗಳನ್ನು ಬಳಕೆ ಮಾಡಿಕೊಂಡು ಹೊಸ ಹೊಸ ಆವಿಷ್ಕಾರಗಳನ್ನು ಮಾಡಬೇಕು. ಸೈಬರ್ ಕ್ರೈಮ್ ಬಗ್ಗೆ ಯುವಜನರು ಎಚ್ಚರದಿಂದ ಇರಬೇಕು [346,1835,636,2177]
important-day-item: ಅಕ್ಟೋಬರ್ 29 ವಿಶ್ವ ಸ್ಟ್ರೋಕ್ ದಿನ [1141,814,1288,830]
important-day-item: ಅಕ್ಟೋಬರ್ 1 ಅಂತಾರಾಷ್ಟ್ರೀಯ ಹಿರಿಯರ ದಿನ , [1141,147,1342,162]
important-day-item: ಗರ್ಭಾವಸ್ಥೆ ಮತ್ತು ಶಿಶುಗಳ ನಷ್ಟದ ನೆನಪಿನ ದಿನ , [1141,577,1346,593]
article3-column-2 [346,1832,636,2417]
important-day-item: ಅಕ್ಟೋಬರ್ 30 ವಿಶ್ವ ಮಿತವ್ಯಯ ದಿನ [1141,836,1301,851]
article5-text: ತುಮಕೂರು: ಅಂಚೆ ಇಲಾಖೆಯ ಇಂಡಿಯಾ ಪೋಸ್ಟ್ ಪೇಮೆಂಟ್ ಬ್ಯಾಂಕ್ ಸಹಯೋಗದೊಂದಿಗೆ ನವೆಂಬರ್ 1 ರಿಂದ 30ರವರೆಗೆ ಜೀವನ್ ಪ್ರಮಾಣ ಪತ್ರ(ಡಿಜಿಟಲ್ ಲೈಫ್ ಸರ್ಟಿಫಿಕೇಟ್) ಅಭಿಯಾನವನ್ನು ಹಮ್ಮಿಕೊಂಡಿದ್ದು, ಈ ಅಭಿಯಾನದಲ್ಲಿ ಎಲ್ಲಾ ಪಿಂಚಣಿದಾರರಿಗೆ ಅವರ ಮನೆ ಬಾಗಿಲಲ್ಲೇ ಬಯೋಮೆಟ್ರಿಕ್ ಮೂಲಕ ಸೇವೆ ಒದಗಿಸಲಾಗುವುದು. ಪಿಂಚಣಿದಾರರು ತಮ್ಮ ಆಧಾರ್ ಸಂಖ್ಯೆ, ಪಿಂಚಣಿ ಪಾವತಿ ಆದೇಶ ಸಂಖ್ಯೆ, ಬ್ಯಾಂಕ್ ಖಾತೆ ಸಂಖ್ಯೆ ಹಾಗೂ ಮೊಬೈಲ್ ಸಂಖ್ಯೆಯೊಂದಿಗೆ ಹತ್ತಿರದ ಅಂಚೆ ಕಚೇರಿ ಅಥವಾ ಪೋಸ್ಟ್‌ಮ್ಯಾನ್ ಅವರನ್ನು ಸಂಪರ್ಕಿಸಬಹುದಾಗಿದೆ. ಪಿಂಚಣಿದಾರರು ಈ ಸೇವೆಯನ್ನು ಪಡೆಯಲು ಕೇವಲ 70 ರೂ.ಗಳ ಶುಲ್ಕ ಪಾವತಿಸಬೇಕು. ಹೆಚ್ಚಿನ ಮಾಹಿತಿಗಾಗಿ ಹತ್ತಿರದ ಅಂಚೆ ಕಚೇರಿ/ಗಾಂಧಿ ನಗರದಲ್ಲಿರುವ ಭಾರತೀಯ ಅಂಚೆ ಇಲಾಖೆ ಇಂಡಿಯಾ ಪೋಸ್ಟ್ ಪೇಮೆಂಟ್ ಬ್ಯಾಂಕ್ ಕಚೇರಿ/ ಮೊ.ಸಂ. 7780654933 ಅಥವಾ ದೂ.ವಾ.ಸಂ. 0816-2278281ನ್ನು ಸಂಪರ್ಕಿಸಬೇಕೆಂದು ಅಂಚೆ ಅಧೀಕ್ಷಕ ಬಿ.ಎಂ.ಶಂಕರಪ್ಪ ತಿಳಿಸಿದ್ದಾರೆ. [1137,1084,1473,1340]
article3-text-1: ತುಮಕೂರು: ಯುವಜನತೆಯಲ್ಲಿರುವ ಹೊಸ ಹೊಸ ಐಡಿಯಾಗಳ ಮೂಲಕ ವಿಜ್ಞಾನ ಮತ್ತು ತಂತ್ರಜ್ಞಾನ ಕ್ಷೇತ್ರವನ್ನು ಮತ್ತಷ್ಟು ಜನಪರವಾಗಿಸುವ ನಿಟ್ಟಿನಲ್ಲಿ ಶ್ರೀದೇವಿ ಇಂಜಿನಿಯರಿಂಗ್ ಕಾಲೇಜು ಆಯೋಜಿಸಿರುವ 24 ಗಂಟೆಗಳ ಸುದೀರ್ಘ ಹ್ಯಾಕಥಾನ್ ಸೂಕ್ತವಾಗಿ ಕೆಲಸ ಮಾಡಲಿದೆ ಎಂದು ಶ್ರೀದೇವಿ ಚಾರಿಟಬಲ್ ಟ್ರಸ್ಟ್‌ನ ಅಧ್ಯಕ್ಷ ಡಾ.ಎಂ.ಆರ್.ಹುಲಿ ನಾಯ್ಕರ್ ಅಭಿಪ್ರಾಯಪಟ್ಟಿದ್ದಾರೆ. ನಗರದ ಶ್ರೀದೇವಿ ಇಂಜಿನಿಯರಿಂಗ್ ಕಾಲೇಜಿನಲ್ಲಿ ಆಯೋಜಿಸಿದ್ದ ರಾಷ್ಟ್ರಮಟ್ಟದ 24 ಗಂಟೆಗಳ ಹ್ಯಾಕಥಾನ್ ಚಾಲನೆ ನೀಡಿ ಮಾತನಾಡಿದ ಅವರು, ಯುವ ತಂತ್ರಜ್ಞರನ್ನು ಸಮಾಜಮುಖಿಯಾಗಿಸಲು ಇದೊಂದು ಉತ್ತಮ ವೇದಿಕೆಯಾಗಿದೆ. ಆಂಧ್ರ, ತೆಲಂಗಾಣ, ತಮಿಳುನಾಡು ಮತ್ತು ಕರ್ನಾಟಕದ ವಿವಿಧ ಇಂಜಿನಿಯರಿಂಗ್ ಕಾಲೇಜುಗಳ ಸುಮಾರು 80ಕ್ಕೂ ಹೆಚ್ಚು ತಂಡಗಳು ಭಾಗವಹಿಸುತ್ತಿದ್ದು, ಉದ್ಯಮದಾರರು, ತಜ್ಞರೊಂದಿಗೆ ಚರ್ಚೆ ನಡೆಸಲಿದ್ದಾರೆ ಎಂದರು. ವಿಜ್ಞಾನ, ತಂತ್ರಜ್ಞಾನ ಹಾಗೂ ಮಾಹಿತಿ ತಂತ್ರಜ್ಞಾನದ ಫಲವಾಗಿ ಇಂದು ಎಲ್ಲರ ಕೈಗೆ ಮೊಬೈಲ್, ಕಂಪ್ಯೂಟರ್‌ಗಳು ತಲುಪಿವೆ. ಇವುಗಳನ್ನು ಬಳಸಿಕೊಂಡು ಕೃಷಿ, ಆರೋಗ್ಯ ಮತ್ತು ಪರಿಸರಕ್ಕೆ ಪೂರಕವಾದ ಸಂಶೋಧನೆಗಳ ಮೂಲಕ ಈ ಕ್ಷೇತ್ರಗಳನ್ನು ಮತ್ತಷ್ಟು ಜನಸ್ನೇಹಿಯಾಗಿ, ಮುಂದಿನ ಪೀಳಿಗೆಗೆ ವರ್ಗಾಯಿಸುವುದು ಇಂದಿನ ಅಗತ್ಯವಾಗಿದೆ. ದೇಶದ ಎಲ್ಲಾ 15 ಲಕ್ಷಕ್ಕೂ ಅಧಿಕ ಇಂಜಿನಿಯರಿಂಗ್ ಪದವೀಧರರು ಕ್ಷೇತ್ರಕ್ಕೆ ಬರುತ್ತಾರೆ. ಅವರ ಆಲೋಚನೆಗಳು ದೇಶದ ಅಭಿವೃದ್ಧಿಗೆ ಪೂರಕವಾಗಿರಬೇಕು. ಈ ಅಂತರವನ್ನು ತಗ್ಗಿಸುವ ನಿಟ್ಟಿನಲ್ಲಿ ವಿದ್ಯಾರ್ಥಿ ದಿಸೆಯಲ್ಲಿಯೇ ಅವರಲ್ಲಿರುವ ಹೊಸ ಆಲೋಚನೆಗಳಿಗೆ ತೆರೆದುಕೊಳ್ಳುವಂತೆ ಮಾಡುವ ಉದ್ದೇಶದಿಂದ [42,1622,339,2074]
hackathon-banner: tional Level Hackathon [437,1623,844,1659]
article1-column-3 [572,414,830,684]
